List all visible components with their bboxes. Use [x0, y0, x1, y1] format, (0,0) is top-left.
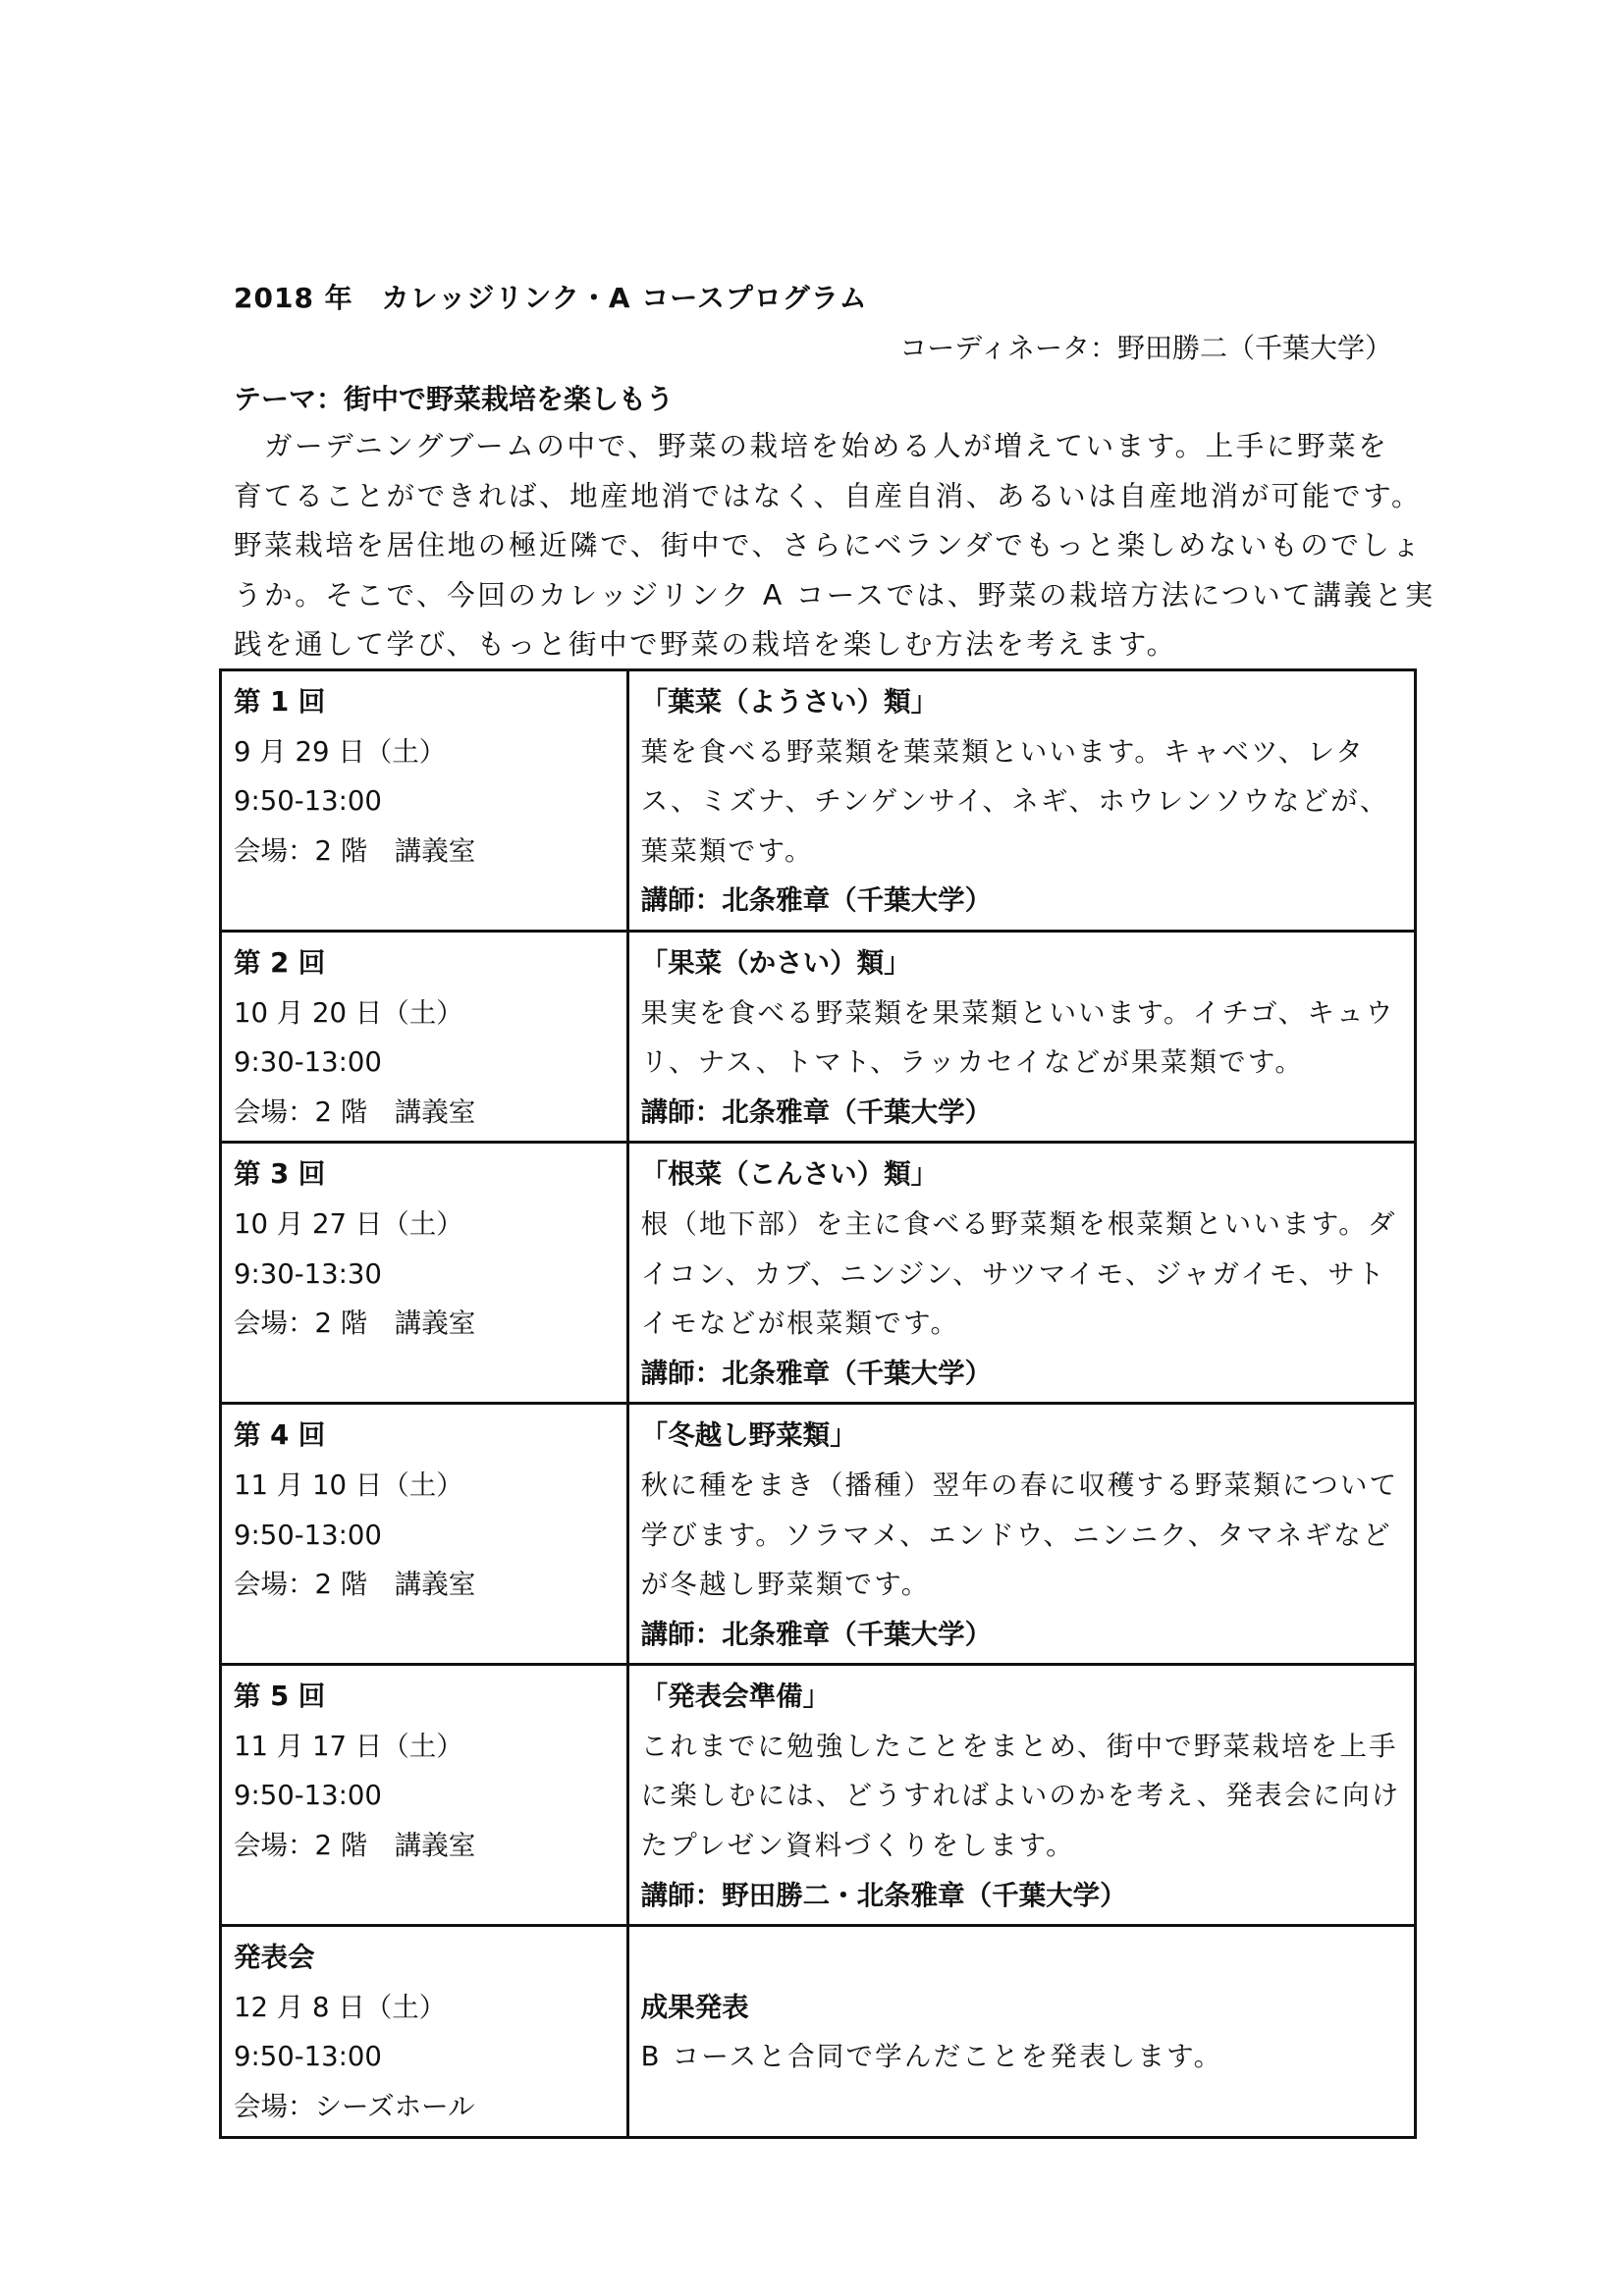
session-info-cell	[221, 670, 628, 932]
intro-paragraph	[234, 422, 1435, 670]
session-label: 第 1 回	[234, 686, 326, 718]
session-label: 第 5 回	[234, 1681, 326, 1713]
session-venue: 会場：2 階 講義室	[234, 1095, 476, 1128]
session-topic: 「冬越し野菜類」	[640, 1419, 857, 1452]
session-date: 9 月 29 日（土）	[234, 735, 447, 768]
session-instructor: 講師：北条雅章（千葉大学）	[640, 884, 993, 917]
session-info-cell	[221, 931, 628, 1142]
session-description: 根（地下部）を主に食べる野菜類を根菜類といいます。ダイコン、カブ、ニンジン、サツマイモ、ジャガイモ、サトイモなどが根菜類です。	[640, 1207, 1397, 1340]
session-time: 9:50-13:00	[234, 785, 382, 818]
session-content-cell	[627, 1926, 1415, 2137]
session-info-cell	[221, 1665, 628, 1926]
intro-line: うか。そこで、今回のカレッジリンク A コースでは、野菜の栽培方法について講義と実	[234, 578, 1435, 612]
session-instructor: 講師：北条雅章（千葉大学）	[640, 1618, 993, 1650]
intro-line: 践を通して学び、もっと街中で野菜の栽培を楽しむ方法を考えます。	[234, 628, 1177, 662]
table-row	[221, 1665, 1416, 1926]
session-description: 葉を食べる野菜類を葉菜類といいます。キャベツ、レタス、ミズナ、チンゲンサイ、ネギ、ホウレンソウなどが、葉菜類です。	[640, 735, 1389, 867]
session-label: 第 3 回	[234, 1158, 326, 1191]
session-content-cell	[627, 670, 1415, 932]
session-label: 第 2 回	[234, 946, 326, 979]
table-row	[221, 670, 1416, 932]
session-time: 9:30-13:30	[234, 1257, 382, 1290]
intro-line: 育てることができれば、地産地消ではなく、自産自消、あるいは自産地消が可能です。	[234, 479, 1423, 512]
session-date: 10 月 27 日（土）	[234, 1207, 463, 1240]
session-instructor: 講師：北条雅章（千葉大学）	[640, 1095, 993, 1128]
session-instructor: 講師：野田勝二・北条雅章（千葉大学）	[640, 1879, 1127, 1911]
session-content-cell	[627, 931, 1415, 1142]
session-venue: 会場：2 階 講義室	[234, 1569, 476, 1601]
session-label: 第 4 回	[234, 1419, 326, 1452]
session-date: 10 月 20 日（土）	[234, 996, 463, 1029]
session-time: 9:50-13:00	[234, 1519, 382, 1551]
table-row	[221, 931, 1416, 1142]
session-topic: 成果発表	[640, 1991, 749, 2023]
session-topic: 「果菜（かさい）類」	[640, 946, 911, 979]
session-content-cell	[627, 1143, 1415, 1404]
table-row	[221, 1404, 1416, 1665]
session-description: B コースと合同で学んだことを発表します。	[640, 2041, 1223, 2073]
session-instructor: 講師：北条雅章（千葉大学）	[640, 1357, 993, 1389]
table-row	[221, 1926, 1416, 2137]
coordinator-line: コーディネータ：野田勝二（千葉大学）	[899, 332, 1392, 364]
session-date: 11 月 10 日（土）	[234, 1468, 463, 1501]
theme-heading: テーマ：街中で野菜栽培を楽しもう	[234, 383, 675, 415]
session-content-cell	[627, 1404, 1415, 1665]
blank-line	[641, 1933, 1402, 1983]
session-time: 9:50-13:00	[234, 2041, 382, 2073]
session-time: 9:30-13:00	[234, 1046, 382, 1079]
session-topic: 「葉菜（ようさい）類」	[640, 686, 939, 718]
schedule-table	[219, 668, 1417, 2139]
session-date: 11 月 17 日（土）	[234, 1730, 463, 1762]
session-venue: 会場：2 階 講義室	[234, 1308, 476, 1340]
session-content-cell	[627, 1665, 1415, 1926]
session-info-cell	[221, 1143, 628, 1404]
session-topic: 「根菜（こんさい）類」	[640, 1158, 939, 1191]
session-info-cell	[221, 1404, 628, 1665]
session-venue: 会場：シーズホール	[234, 2091, 475, 2123]
session-description: これまでに勉強したことをまとめ、街中で野菜栽培を上手に楽しむには、どうすればよいのかを考え、発表会に向けたプレゼン資料づくりをします。	[640, 1730, 1401, 1862]
session-time: 9:50-13:00	[234, 1780, 382, 1812]
document-title: 2018 年 カレッジリンク・A コースプログラム	[234, 282, 868, 314]
session-topic: 「発表会準備」	[640, 1681, 831, 1713]
intro-line: ガーデニングブームの中で、野菜の栽培を始める人が増えています。上手に野菜を	[264, 430, 1389, 462]
session-description: 秋に種をまき（播種）翌年の春に収穫する野菜類について学びます。ソラマメ、エンドウ、ニンニク、タマネギなどが冬越し野菜類です。	[640, 1468, 1399, 1601]
session-date: 12 月 8 日（土）	[234, 1991, 447, 2023]
table-row	[221, 1143, 1416, 1404]
session-label: 発表会	[234, 1942, 315, 1974]
intro-line: 野菜栽培を居住地の極近隣で、街中で、さらにベランダでもっと楽しめないものでしょ	[234, 529, 1423, 562]
session-venue: 会場：2 階 講義室	[234, 1830, 476, 1862]
session-description: 果実を食べる野菜類を果菜類といいます。イチゴ、キュウリ、ナス、トマト、ラッカセイなどが果菜類です。	[640, 996, 1395, 1079]
session-info-cell	[221, 1926, 628, 2137]
session-venue: 会場：2 階 講義室	[234, 834, 476, 867]
